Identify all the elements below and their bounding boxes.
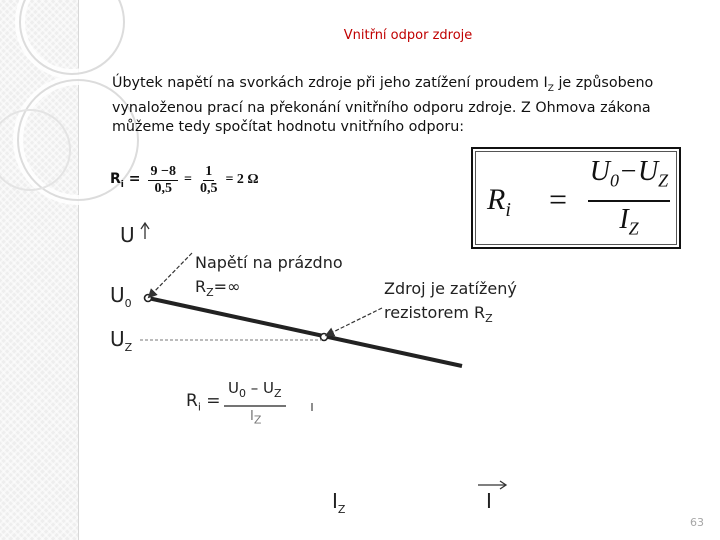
small-formula-lhs: $R_i$ =	[186, 391, 221, 414]
u0-point	[145, 295, 152, 302]
intro-paragraph	[112, 74, 682, 137]
uz-point	[321, 334, 328, 341]
load-annotation-arrow	[329, 308, 382, 334]
load-annotation	[384, 277, 517, 331]
calc-fraction-1-denominator: 0,5	[154, 180, 172, 196]
intro-subscript: Z	[547, 83, 554, 94]
page-number: 63	[690, 516, 704, 529]
noload-annotation-arrow	[151, 253, 192, 295]
iz-label: $I_Z$	[332, 489, 346, 516]
internal-resistance-calculation	[110, 160, 259, 200]
formula-equals: =	[549, 181, 568, 217]
y-axis-label: U	[120, 223, 135, 247]
calc-label: $R_i$ =	[110, 170, 141, 190]
noload-annotation	[195, 251, 343, 305]
small-formula-numerator: $U_0 - U_Z$	[228, 379, 282, 400]
formula-lhs: $R_i$	[487, 183, 511, 221]
small-formula-denominator: $I_Z$	[250, 409, 262, 427]
formula-denominator: $I_Z$	[619, 203, 639, 239]
calc-equals: =	[183, 172, 192, 187]
slide-title: Vnitřní odpor zdroje	[343, 28, 473, 43]
load-annotation-line2: rezistorem $R_Z$	[384, 303, 493, 326]
u0-label: $U_0$	[110, 283, 132, 310]
calc-fraction-2-denominator: 0,5	[199, 180, 218, 196]
uz-label: $U_Z$	[110, 327, 133, 354]
noload-annotation-line2: $R_Z=\infty$	[195, 277, 241, 300]
calc-fraction-1	[148, 164, 177, 197]
calc-fraction-2	[198, 164, 220, 197]
formula-fraction	[585, 155, 673, 246]
calc-result: = 2 Ω	[225, 172, 259, 187]
load-annotation-line1: Zdroj je zatížený	[384, 279, 517, 298]
calc-fraction-2-numerator: 1	[205, 163, 213, 179]
intro-text-part2: je způsobeno vynaloženou prací na překonání vnitřního odporu zdroje. Z Ohmova zákona můžeme tedy spočítat hodnotu vnitřního odporu:	[112, 75, 654, 135]
load-characteristic-graph	[100, 215, 540, 515]
noload-annotation-line1: Napětí na prázdno	[195, 253, 343, 272]
formula-numerator: $U_0-U_Z$	[588, 155, 670, 202]
calc-fraction-1-numerator: 9 −8	[150, 163, 176, 179]
x-axis-label: I	[486, 489, 492, 513]
intro-text-part1: Úbytek napětí na svorkách zdroje při jeho zatížení proudem I	[112, 75, 548, 91]
